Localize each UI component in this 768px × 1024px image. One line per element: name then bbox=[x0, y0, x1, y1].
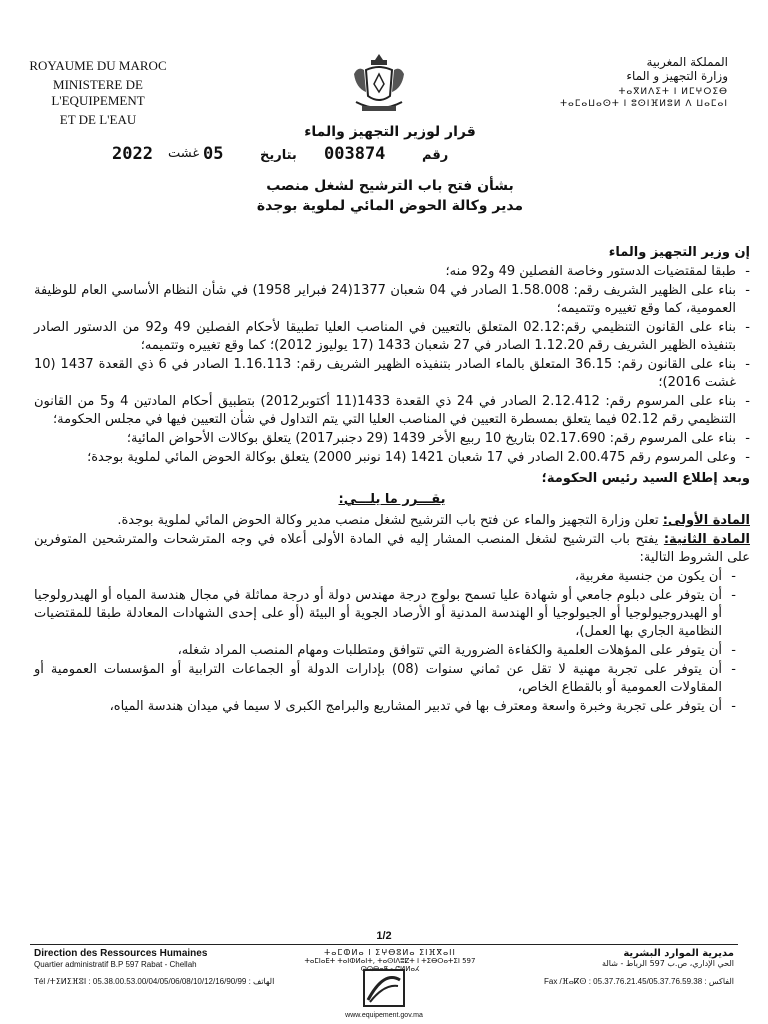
page-number: 1/2 bbox=[376, 930, 392, 942]
footer-divider bbox=[30, 944, 738, 945]
visa-1: - طبقا لمقتضيات الدستور وخاصة الفصلين 49 و92 منه؛ bbox=[34, 263, 750, 281]
article-1 bbox=[34, 512, 750, 530]
footer-fax: Fax /ⴼⴰⴽⵙ : 05.37.76.21.45/05.37.76.59.38 : الفاكس bbox=[543, 977, 734, 986]
body-intro: إن وزير التجهيز والماء bbox=[608, 245, 750, 260]
date-day: 05 bbox=[203, 144, 224, 164]
decision-number: 003874 bbox=[324, 144, 386, 164]
decides-heading: يقـــرر ما يلـــي: bbox=[338, 492, 446, 507]
header-fr-line3: ET DE L'EAU bbox=[59, 112, 137, 127]
number-label: رقم bbox=[422, 148, 449, 163]
decision-body bbox=[34, 244, 750, 717]
visa-7: - وعلى المرسوم رقم 2.00.475 الصادر في 17 شعبان 1421 (14 نونبر 2000) يتعلق بوكالة الحوض المائي لملوية بوجدة؛ bbox=[34, 449, 750, 467]
article-2 bbox=[34, 531, 750, 567]
footer-arabic bbox=[514, 948, 734, 968]
footer-ar-address: الحي الإداري، ص.ب 597 الرباط - شالة bbox=[602, 959, 734, 968]
subject-line1: بشأن فتح باب الترشيح لشغل منصب bbox=[266, 178, 514, 194]
subject-line2: مدير وكالة الحوض المائي لملوية بوجدة bbox=[256, 198, 524, 214]
after-consultation: وبعد إطلاع السيد رئيس الحكومة؛ bbox=[541, 471, 750, 486]
article-2-text: يفتح باب الترشيح لشغل المنصب المشار إليه في المادة الأولى أعلاه في وجه المترشحات والمترشحين المتوفرين على الشروط التالية: bbox=[34, 532, 750, 565]
header-fr-line2: MINISTERE DE L'EQUIPEMENT bbox=[51, 77, 145, 108]
header-tif-line2: ⵜⴰⵎⴰⵡⴰⵙⵜ ⵏ ⵓⵙⵏⴼⵍⵓⵍ ⴷ ⵡⴰⵎⴰⵏ bbox=[560, 99, 728, 109]
coat-of-arms-icon bbox=[344, 50, 414, 120]
footer-ar-title: مديرية الموارد البشرية bbox=[623, 948, 734, 959]
footer-french bbox=[34, 948, 294, 970]
footer-fr-address: Quartier administratif B.P 597 Rabat - Chellah bbox=[34, 960, 197, 969]
condition-1: - أن يكون من جنسية مغربية، bbox=[34, 568, 736, 586]
date-year: 2022 bbox=[112, 144, 153, 164]
footer-fr-title: Direction des Ressources Humaines bbox=[34, 948, 208, 959]
header-french bbox=[28, 58, 168, 128]
footer-website[interactable]: www.equipement.gov.ma bbox=[345, 1012, 423, 1019]
header-arabic bbox=[558, 55, 728, 109]
article-1-text: تعلن وزارة التجهيز والماء عن فتح باب الترشيح لشغل منصب مدير وكالة الحوض المائي لملوية بوجدة. bbox=[117, 513, 663, 528]
number-date-line bbox=[100, 142, 620, 170]
condition-2: - أن يتوفر على دبلوم جامعي أو شهادة عليا تسمح بولوج درجة مهندس دولة أو درجة مماثلة في مجال هندسة المياه أو الهيدرولوجيا أو الهيدروجيولوجيا أو الجيولوجيا أو الهندسة المدنية أو الأرصاد الجوية أو البيئة (أو على إحدى الشهادات المعادلة طبقا للمقتضيات النظامية الجاري بها العمل)، bbox=[34, 587, 736, 641]
ministry-logo-icon bbox=[362, 968, 406, 1008]
footer-telephone: Tél /ⵜⵉⵍⵉⴼⵓⵏ : 05.38.00.53.00/04/05/06/08/10/12/16/90/99 : الهاتف bbox=[34, 977, 275, 986]
visa-5: - بناء على المرسوم رقم: 2.12.412 الصادر في 24 ذي القعدة 1433(11 أكتوبر2012) بتطبيق أحكام المادتين 4 و5 من القانون التنظيمي رقم 02.12 فيما يتعلق بمسطرة التعيين في المناصب العليا التي يتم التداول في شأن التعيين فيها في مجلس الحكومة؛ bbox=[34, 393, 750, 429]
condition-4: - أن يتوفر على تجربة مهنية لا تقل عن ثماني سنوات (08) بإدارات الدولة أو الجماعات الترابية أو المؤسسات العمومية أو المقاولات العمومية أو بالقطاع الخاص، bbox=[34, 661, 736, 697]
article-2-label: المادة الثانية: bbox=[663, 532, 750, 547]
visa-4: - بناء على القانون رقم: 36.15 المتعلق بالماء الصادر بتنفيذه الظهير الشريف رقم: 1.16.113 الصادر في 6 ذي القعدة 1437 (10 غشت 2016)؛ bbox=[34, 356, 750, 392]
condition-5: - أن يتوفر على تجربة وخبرة واسعة ومعترف بها في تدبير المشاريع والبرامج الكبرى لا سيما في ميدان هندسة المياه، bbox=[34, 698, 736, 716]
date-month: غشت bbox=[168, 146, 200, 161]
date-label: بتاريخ bbox=[260, 148, 297, 163]
visa-6: - بناء على المرسوم رقم: 02.17.690 بتاريخ 10 ربيع الأخر 1439 (29 دجنبر2017) يتعلق بوكالات الأحواض المائية؛ bbox=[34, 430, 750, 448]
footer-tif-title: ⵜⴰⵎⵀⵍⴰ ⵏ ⵉⵖⴱⵓⵍⴰ ⵉⵏⴼⴳⴰⵏⵏ bbox=[324, 948, 456, 957]
header-tif-line1: ⵜⴰⴳⵍⴷⵉⵜ ⵏ ⵍⵎⵖⵔⵉⴱ bbox=[618, 87, 728, 97]
footer-tif-address: ⵜⴰⵎⵏⴰⴹⵜ ⵜⴰⵏⵀⵍⴰⵏⵜ, ⵜⴰⵙⵏⴷⵓⵇⵜ ⵏ ⵜⵉⴱⵔⴰⵜⵉⵏ 597 ⵕⵕⴱⴰⵟ - ⵛⵍⵍⴰⵃ bbox=[304, 957, 476, 973]
visa-2: - بناء على الظهير الشريف رقم: 1.58.008 الصادر في 04 شعبان 1377(24 فبراير 1958) في شأن النظام الأساسي العام للوظيفة العمومية، كما وقع تغييره وتتميمه؛ bbox=[34, 282, 750, 318]
visa-3: - بناء على القانون التنظيمي رقم:02.12 المتعلق بالتعيين في المناصب العليا تطبيقا لأحكام الفصلين 49 و92 من الدستور الصادر بتنفيذه الظهير الشريف رقم 1.12.20 الصادر في 27 شعبان 1433 (17 يوليوز 2012)؛ كما وقع تغييره وتتميمه؛ bbox=[34, 319, 750, 355]
header-ar-line2: وزارة التجهيز و الماء bbox=[626, 69, 728, 83]
header-fr-line1: ROYAUME DU MAROC bbox=[29, 58, 167, 73]
header-ar-line1: المملكة المغربية bbox=[646, 55, 728, 69]
article-1-label: المادة الأولى: bbox=[662, 513, 750, 528]
decision-title: قرار لوزير التجهيز والماء bbox=[304, 124, 476, 140]
condition-3: - أن يتوفر على المؤهلات العلمية والكفاءة الضرورية التي تتوافق ومتطلبات ومهام المنصب المراد شغله، bbox=[34, 642, 736, 660]
